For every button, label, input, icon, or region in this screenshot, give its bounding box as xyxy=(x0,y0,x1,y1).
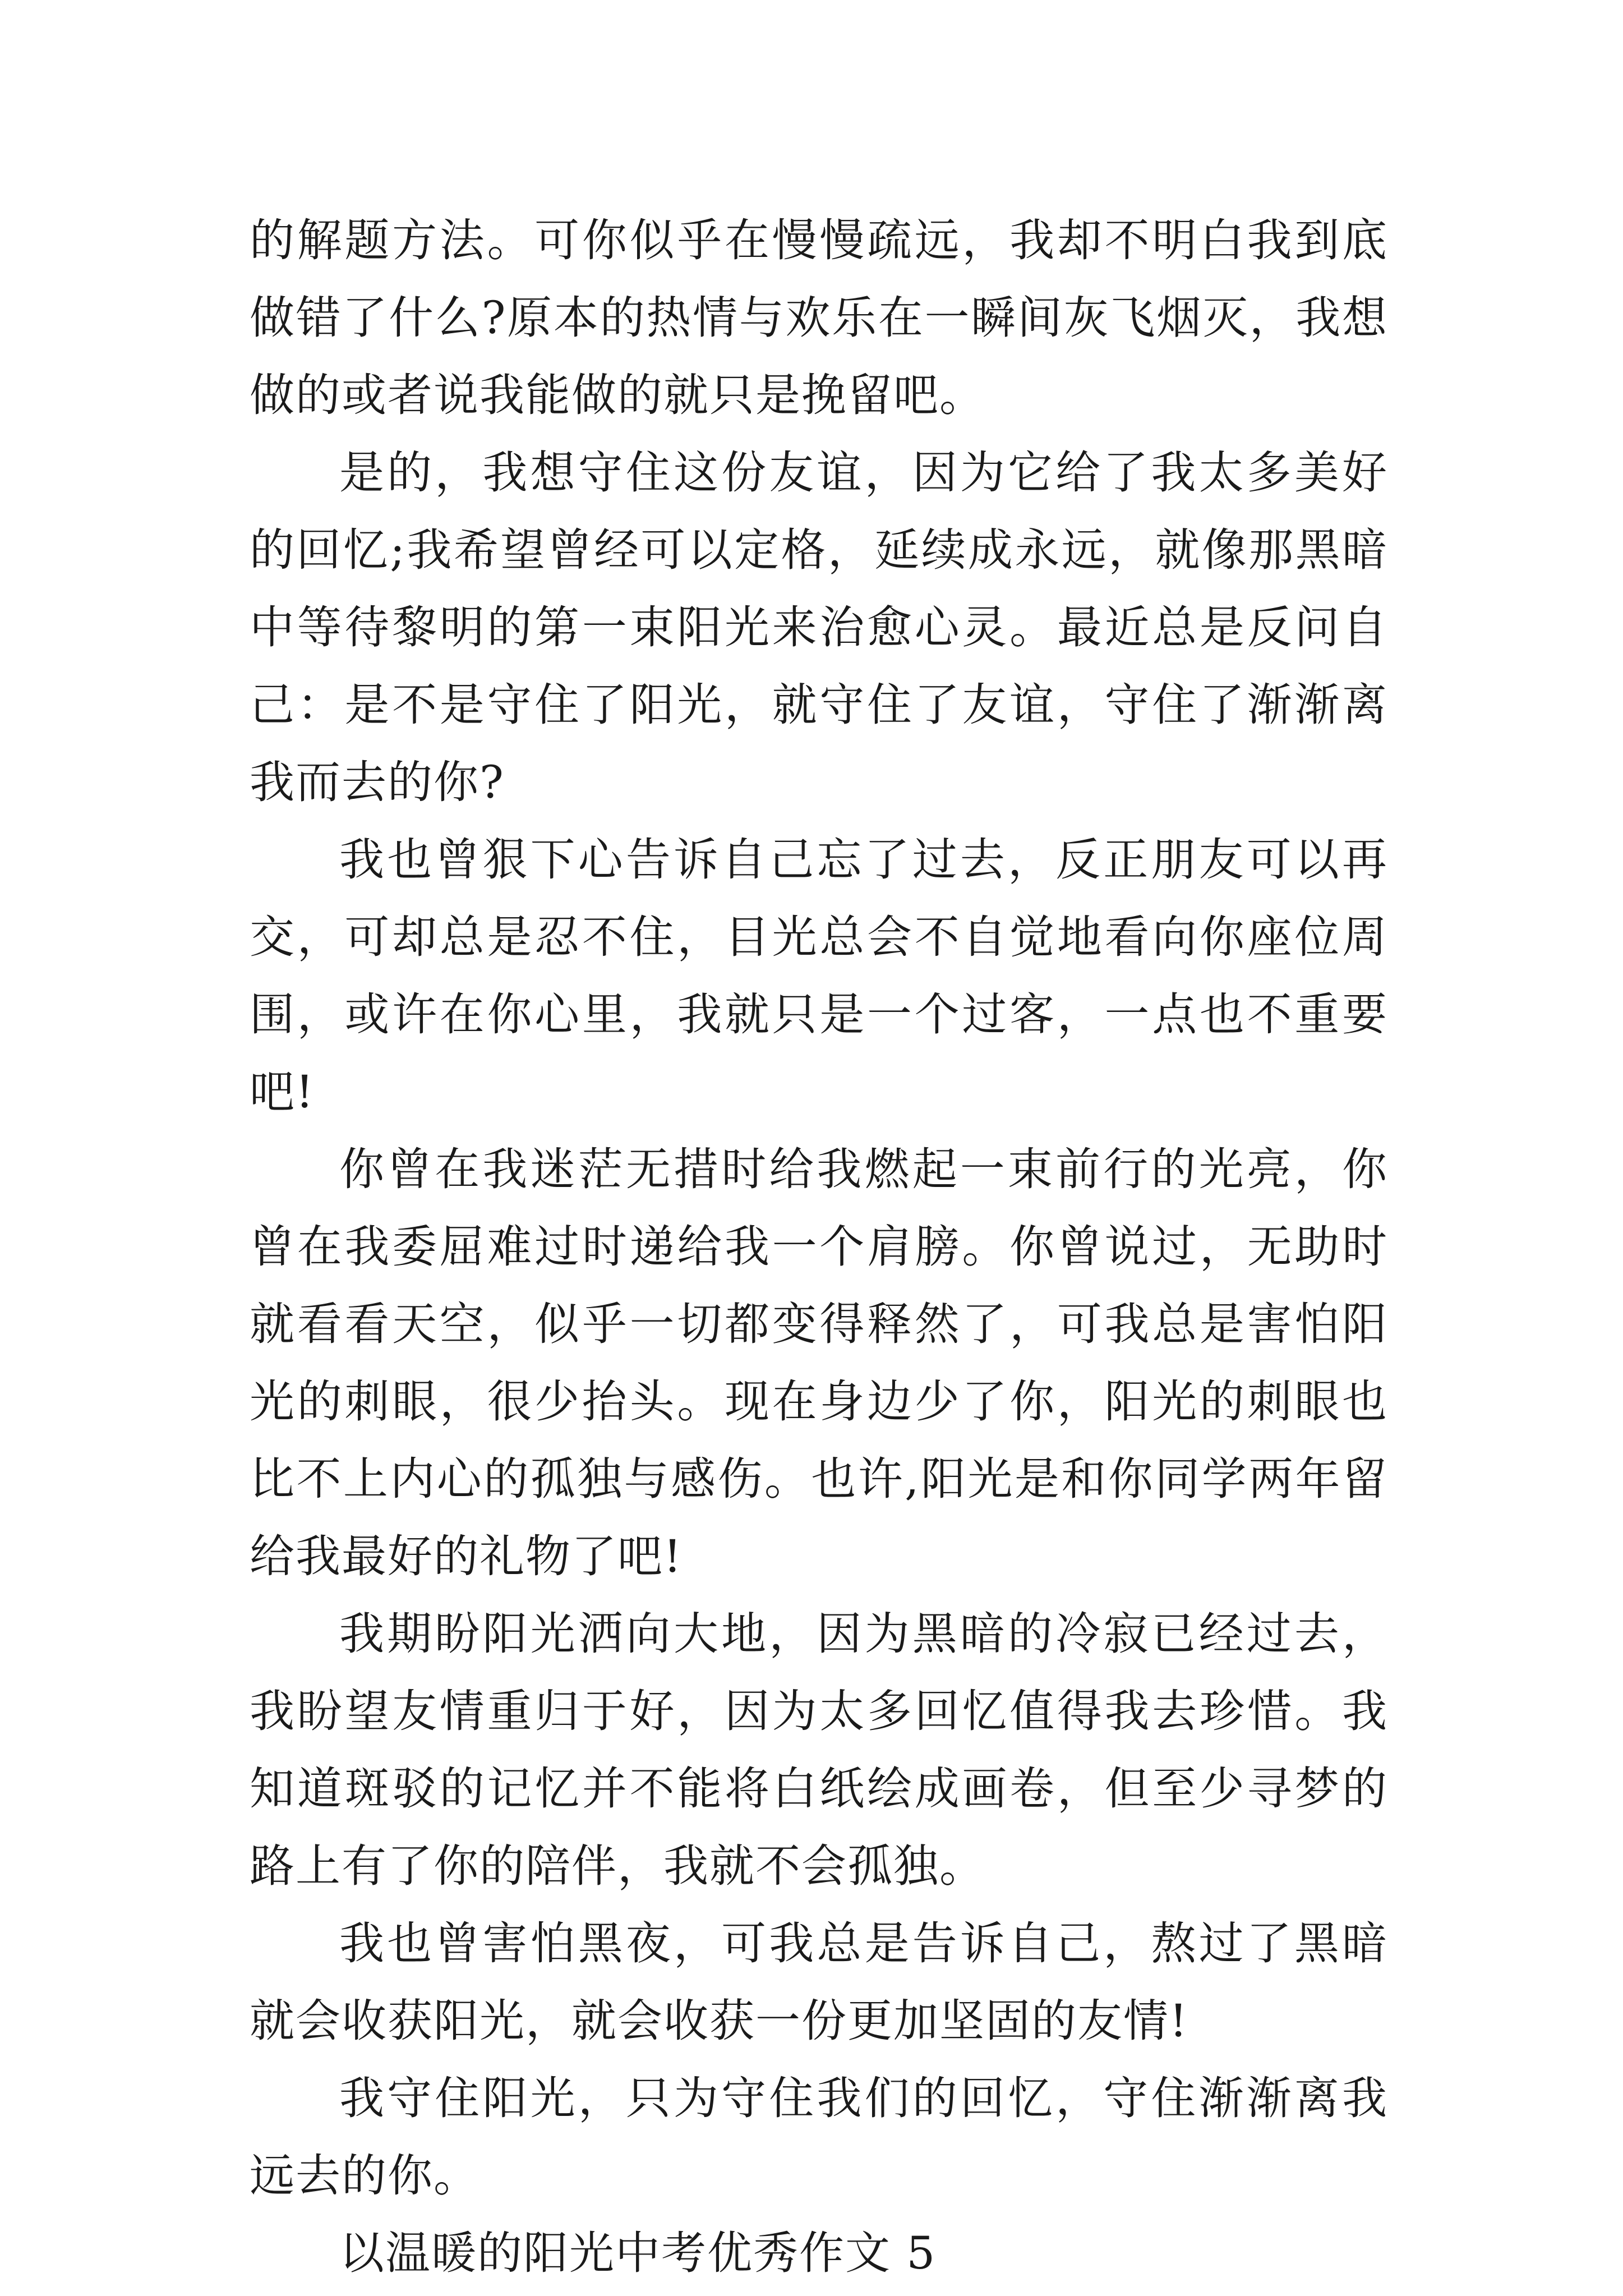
paragraph: 我也曾狠下心告诉自己忘了过去，反正朋友可以再交，可却总是忍不住，目光总会不自觉地看向你座位周围，或许在你心里，我就只是一个过客，一点也不重要吧! xyxy=(250,834,1388,1118)
paragraph: 你曾在我迷茫无措时给我燃起一束前行的光亮，你曾在我委屈难过时递给我一个肩膀。你曾说过，无助时就看看天空，似乎一切都变得释然了，可我总是害怕阳光的刺眼，很少抬头。现在身边少了你，阳光的刺眼也比不上内心的孤独与感伤。也许,阳光是和你同学两年留给我最好的礼物了吧! xyxy=(250,1143,1388,1582)
essay-body xyxy=(250,202,1388,2292)
section-heading: 以温暖的阳光中考优秀作文 5 xyxy=(339,2227,937,2279)
paragraph: 是的，我想守住这份友谊，因为它给了我太多美好的回忆;我希望曾经可以定格，延续成永远，就像那黑暗中等待黎明的第一束阳光来治愈心灵。最近总是反问自己：是不是守住了阳光，就守住了友谊，守住了渐渐离我而去的你? xyxy=(250,447,1388,808)
paragraph: 我期盼阳光洒向大地，因为黑暗的冷寂已经过去，我盼望友情重归于好，因为太多回忆值得我去珍惜。我知道斑驳的记忆并不能将白纸绘成画卷，但至少寻梦的路上有了你的陪伴，我就不会孤独。 xyxy=(250,1608,1388,1892)
paragraph: 我也曾害怕黑夜，可我总是告诉自己，熬过了黑暗就会收获阳光，就会收获一份更加坚固的友情! xyxy=(250,1917,1388,2047)
paragraph: 的解题方法。可你似乎在慢慢疏远，我却不明白我到底做错了什么?原本的热情与欢乐在一瞬间灰飞烟灭，我想做的或者说我能做的就只是挽留吧。 xyxy=(250,214,1388,421)
paragraph: 我守住阳光，只为守住我们的回忆，守住渐渐离我远去的你。 xyxy=(250,2072,1388,2202)
